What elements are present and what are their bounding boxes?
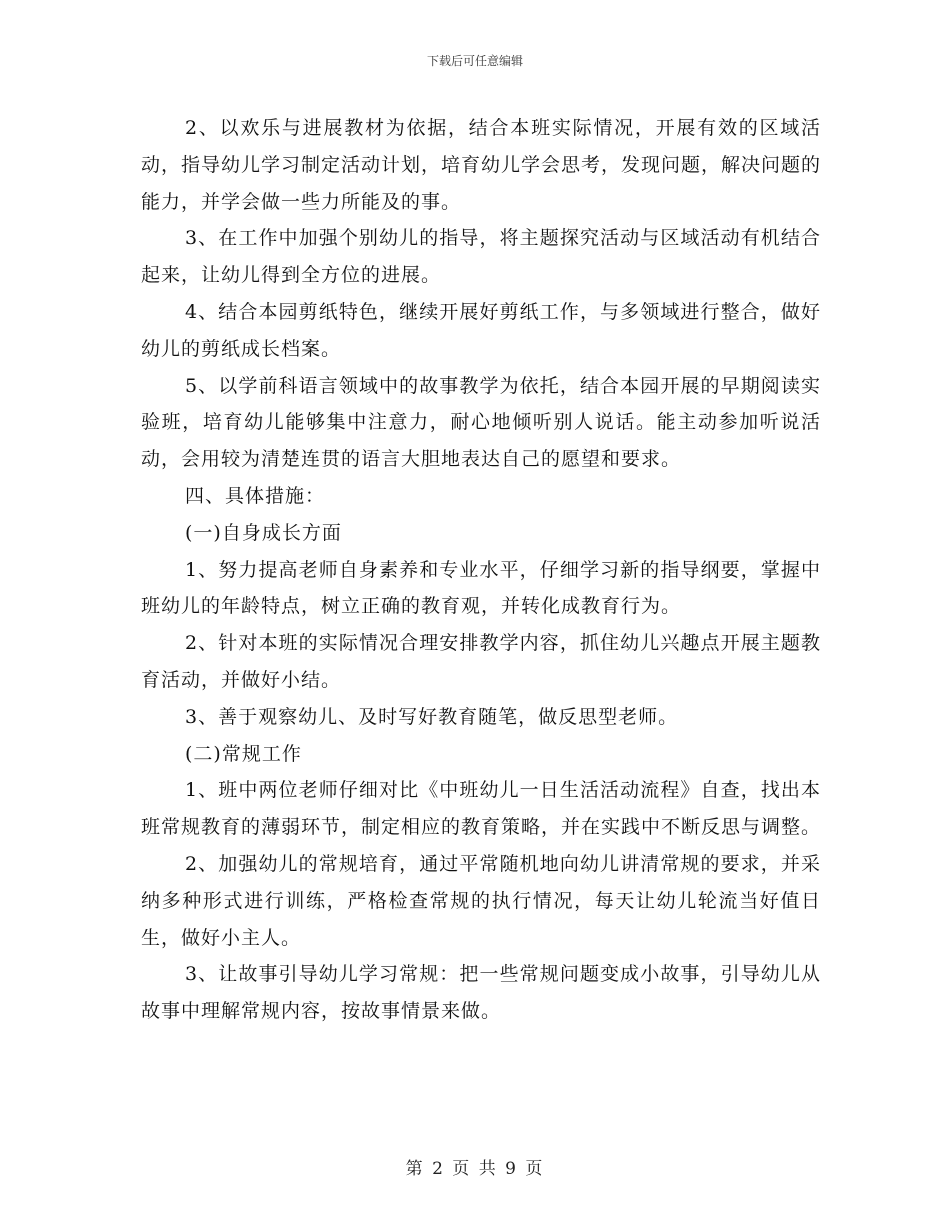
paragraph-routine-3: 3、让故事引导幼儿学习常规：把一些常规问题变成小故事，引导幼儿从故事中理解常规内容，按故事情景来做。 bbox=[141, 963, 821, 1023]
paragraph-goal-5: 5、以学前科语言领域中的故事教学为依托，结合本园开展的早期阅读实验班，培育幼儿能够集中注意力，耐心地倾听别人说话。能主动参加听说活动，会用较为清楚连贯的语言大胆地表达自己的愿望和要求。 bbox=[141, 374, 821, 471]
paragraph-self-growth-1: 1、努力提高老师自身素养和专业水平，仔细学习新的指导纲要，掌握中班幼儿的年龄特点，树立正确的教育观，并转化成教育行为。 bbox=[141, 558, 821, 618]
paragraph-self-growth-3: 3、善于观察幼儿、及时写好教育随笔，做反思型老师。 bbox=[185, 705, 679, 728]
paragraph-routine-1: 1、班中两位老师仔细对比《中班幼儿一日生活活动流程》自查，找出本班常规教育的薄弱环节，制定相应的教育策略，并在实践中不断反思与调整。 bbox=[141, 779, 822, 839]
paragraph-routine-2: 2、加强幼儿的常规培育，通过平常随机地向幼儿讲清常规的要求，并采纳多种形式进行训练，严格检查常规的执行情况，每天让幼儿轮流当好值日生，做好小主人。 bbox=[141, 852, 821, 949]
paragraph-goal-2: 2、以欢乐与进展教材为依据，结合本班实际情况，开展有效的区域活动，指导幼儿学习制定活动计划，培育幼儿学会思考，发现问题，解决问题的能力，并学会做一些力所能及的事。 bbox=[141, 117, 822, 213]
paragraph-goal-4: 4、结合本园剪纸特色，继续开展好剪纸工作，与多领域进行整合，做好幼儿的剪纸成长档案。 bbox=[141, 300, 821, 360]
subsection-heading-self-growth: (一)自身成长方面 bbox=[185, 521, 342, 544]
paragraph-self-growth-2: 2、针对本班的实际情况合理安排教学内容，抓住幼儿兴趣点开展主题教育活动，并做好小结。 bbox=[141, 632, 821, 691]
paragraph-goal-3: 3、在工作中加强个别幼儿的指导，将主题探究活动与区域活动有机结合起来，让幼儿得到全方位的进展。 bbox=[141, 227, 821, 287]
document-body bbox=[141, 110, 821, 1030]
page-header-note: 下载后可任意编辑 bbox=[426, 54, 523, 68]
subsection-heading-routine-work: (二)常规工作 bbox=[185, 742, 302, 765]
page-number: 第 2 页 共 9 页 bbox=[405, 1159, 545, 1179]
section-heading-measures: 四、具体措施： bbox=[185, 484, 326, 507]
